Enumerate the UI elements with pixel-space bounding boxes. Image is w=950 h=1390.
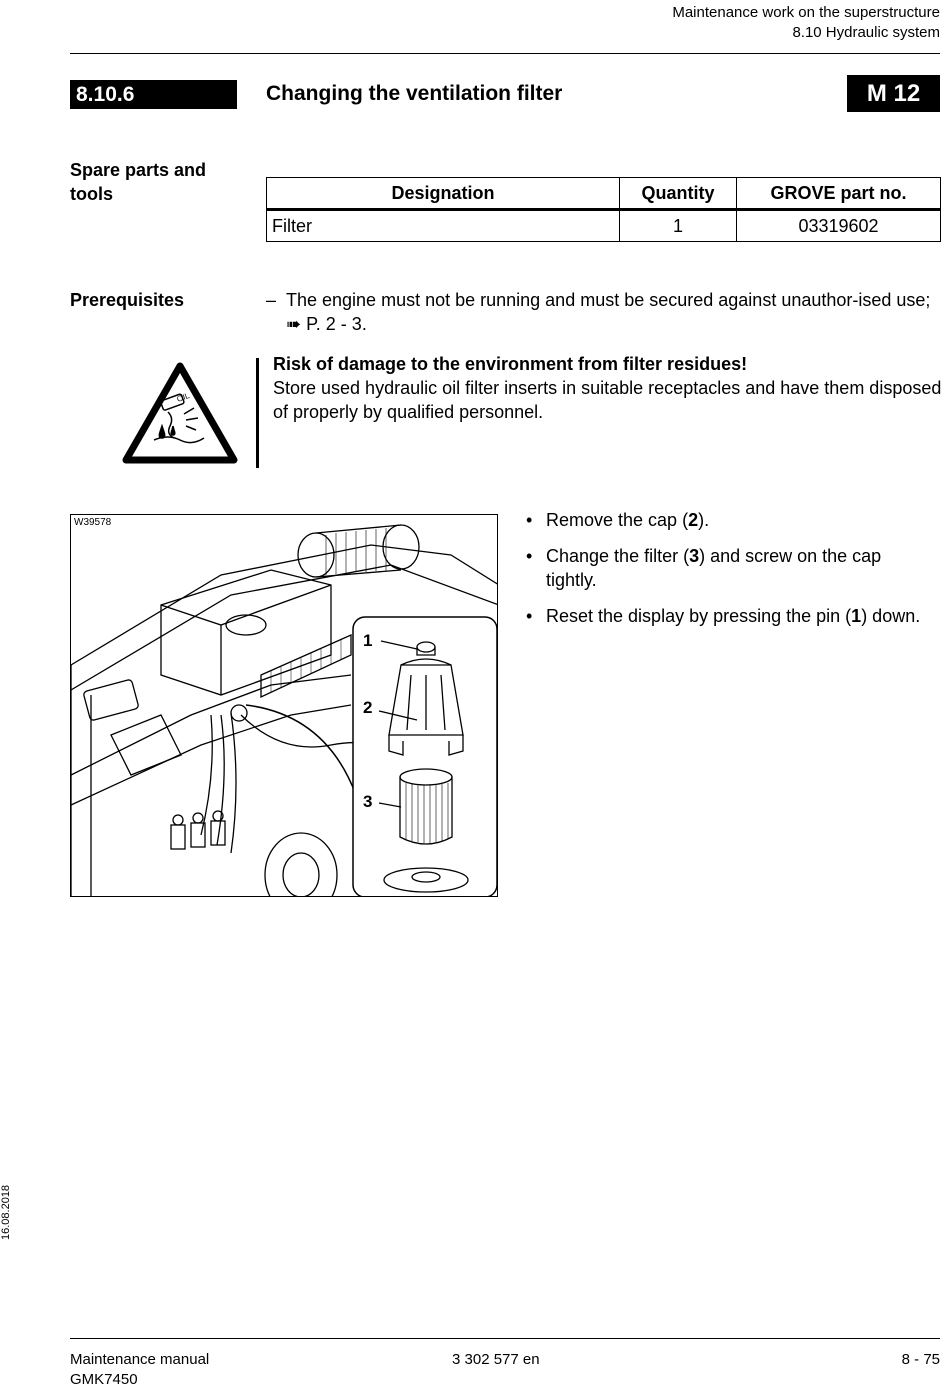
callout-3: 3 [363,792,373,811]
prerequisite-dash: – [266,290,277,310]
prerequisites-label: Prerequisites [70,290,185,310]
technical-illustration [70,514,498,897]
warning-margin-bar [256,358,259,468]
footer-rule [70,1338,940,1339]
column-header-quantity: Quantity [620,178,737,210]
cell-designation: Filter [267,210,620,242]
cell-quantity: 1 [620,210,737,242]
table-header-row [267,178,941,210]
running-header-section: 8.10 Hydraulic system [792,24,940,41]
reference-arrow-icon: ➠ [286,314,302,334]
maintenance-interval-tag: M 12 [847,75,940,112]
svg-text:OIL: OIL [175,391,191,404]
warning-text: Store used hydraulic oil filter inserts in suitable receptacles and have them disposed of properly by qualified personnel. [273,378,942,422]
column-header-part-no: GROVE part no. [737,178,941,210]
section-title: Changing the ventilation filter [266,82,563,105]
callout-2: 2 [363,698,373,717]
column-header-designation: Designation [267,178,620,210]
warning-title: Risk of damage to the environment from filter residues! [273,354,748,374]
procedure-steps [526,508,936,640]
footer-manual: Maintenance manual [70,1351,210,1368]
footer-doc-number: 3 302 577 en [452,1351,540,1368]
crane-superstructure-drawing [71,515,498,897]
spare-parts-table [266,177,941,242]
section-number: 8.10.6 [70,80,237,109]
callout-1: 1 [363,631,373,650]
footer-model: GMK7450 [70,1371,138,1388]
running-header-chapter: Maintenance work on the superstructure [672,4,940,21]
oil-environment-warning-icon [120,360,240,468]
revision-date: 16.08.2018 [0,1184,12,1240]
table-row [267,210,941,242]
page-reference-link[interactable]: P. 2 - 3. [306,314,367,334]
cell-part-no: 03319602 [737,210,941,242]
prerequisite-item [286,288,940,336]
list-item: • Change the filter (3) and screw on the cap tightly. [526,544,936,592]
header-rule [70,53,940,54]
prerequisite-text: The engine must not be running and must be secured against unauthor-ised use; [286,290,931,310]
figure-code: W39578 [74,517,112,528]
list-item: • Reset the display by pressing the pin (1) down. [526,604,936,628]
spare-parts-label: Spare parts and tools [70,160,207,204]
list-item: • Remove the cap (2). [526,508,936,532]
footer-page-number: 8 - 75 [901,1351,940,1368]
